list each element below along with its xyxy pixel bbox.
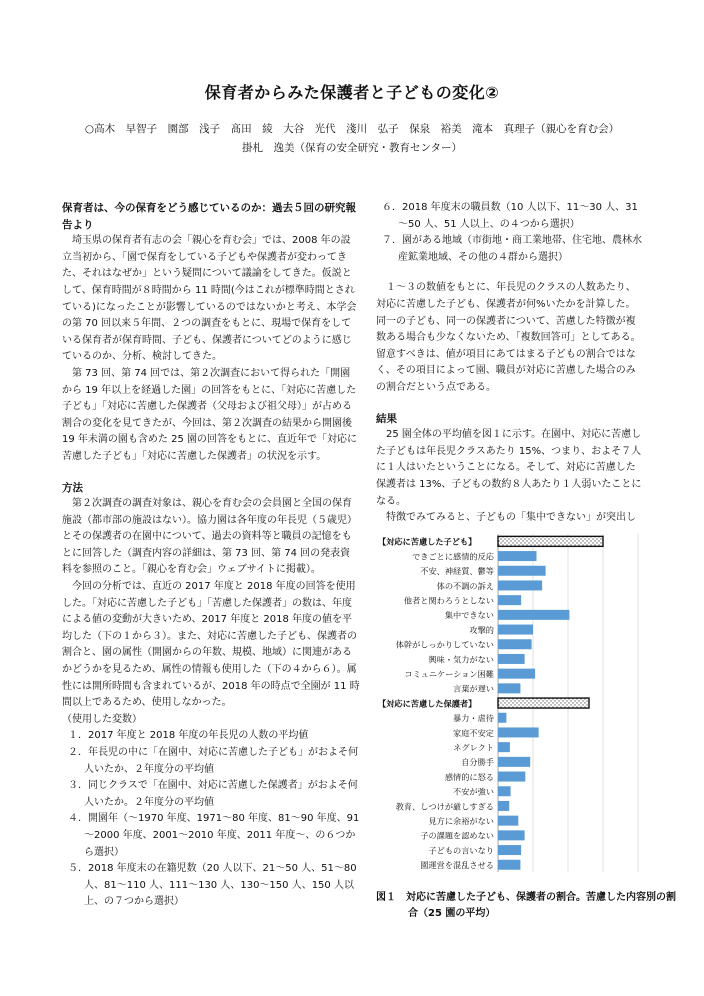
category-label: 攻撃的 [469,624,494,635]
paragraph: １～３の数値をもとに、年長児のクラスの人数あたり、対応に苦慮した子ども、保護者が何%いたかを計算した。同一の子ども、同一の保護者について、苦慮した特徴が複数ある場合も少なくないため、「複数回答可」としてある。留意すべきは、値が項目にあてはまる子どもの割合ではなく、その項目によって園、職員が対応に苦慮した場合のみの割合だという点である。 [376,282,641,393]
paragraph: 埼玉県の保育者有志の会「親心を育む会」では、2008 年の設立当初から、「園で保育をしている子どもや保護者が変わってきた、それはなぜか」という疑問について議論をしてきた。仮説として、保育時間が８時間から 11 時間(今はこれが標準時間とされている)になったことが影響しているのではないかと考え、本学会の第 70 回以来５年間、２つの調査をもとに、現場で保育をしている保育者が保育時間、子ども、保護者についてどのように感じているのか、分析、検討してきた。 [62,235,357,363]
category-label: 言葉が遅い [453,683,494,694]
paragraph: 25 園全体の平均値を図１に示す。在園中、対応に苦慮した子どもは年長児クラスあたり 15%、つまり、およそ７人に１人はいたということになる。そして、対応に苦慮した保護者は 13%、子どもの数約８人あたり１人弱いたことになる。 [376,429,642,507]
chart-category-labels [378,537,495,870]
variable-item: ６．2018 年度末の職員数（10 人以下、11～30 人、31～50 人、51 人以上、の４つから選択） [382,202,638,230]
bar [498,786,511,796]
bar [498,580,542,590]
authors-line-2: 掛札 逸美（保育の安全研究・教育センター） [241,142,463,154]
paragraph: 第２次調査の調査対象は、親心を育む会の会員園と全国の保育施設（都市部の施設はない）。協力園は各年度の年長児（５歳児）とその保護者の在園中について、過去の資料等と職員の記憶をもとに回答した（調査内容の詳細は、第 73 回、第 74 回の発表資料を参照のこと。「親心を育む会」ウェブサイトに掲載）。 [62,498,357,576]
chart-bars [498,536,603,869]
variable-item: ３．同じクラスで「在園中、対応に苦慮した保護者」がおよそ何人いたか。２年度分の平均値 [68,780,358,808]
bar [498,610,569,620]
category-label: ネグレクト [453,742,494,753]
bar [498,595,521,605]
summary-bar [498,698,589,708]
bar [498,772,525,782]
variables-label: （使用した変数） [62,713,142,725]
variable-item: ２．年長児の中に「在園中、対応に苦慮した子ども」がおよそ何人いたか、２年度分の平均値 [68,747,358,775]
paragraph: 第 73 回、第 74 回では、第２次調査において得られた「開園から 19 年以上を経過した園」の回答をもとに、「対応に苦慮した子ども」「対応に苦慮した保護者（父母および祖父母）」が占める割合の変化を見てきたが、今回は、第２次調査の結果から開園後 19 年未満の園も含めた 25 園の回答をもとに、直近年で「対応に苦慮した子ども」「対応に苦慮した保護者」の状況を示す。 [62,367,357,462]
summary-bar [498,536,603,546]
category-label: 園運営を混乱させる [420,860,494,871]
bar [498,669,535,679]
bar [498,683,520,693]
bar [498,801,509,811]
section-heading-method: 方法 [62,481,83,494]
bar [498,625,533,635]
bar [498,566,546,576]
authors-line-1: ○高木 早智子 園部 浅子 髙田 綾 大谷 光代 淺川 弘子 保泉 裕美 滝本 真理子（親心を育む会） [84,123,620,135]
variable-item: ７．園がある地域（市街地・商工業地帯、住宅地、農林水産鉱業地域、その他の４群から選択） [382,235,642,263]
category-label: 体の不調の訴え [436,580,494,591]
bar [498,727,539,737]
category-label: 興味・気力がない [428,654,494,665]
category-label: 【対応に苦慮した子ども】 [378,536,477,547]
category-label: 教育、しつけが厳しすぎる [395,801,494,812]
bar [498,816,518,826]
category-label: 体幹がしっかりしていない [395,639,494,650]
section-heading-results: 結果 [376,412,397,425]
category-label: コミュニケーション困難 [404,668,494,679]
paragraph: 特徴でみてみると、子どもの「集中できない」が突出し [386,512,636,524]
category-label: 【対応に苦慮した保護者】 [378,698,477,709]
variable-item: ５．2018 年度末の在籍児数（20 人以下、21～50 人、51～80 人、81～110 人、111～130 人、130～150 人、150 人以上、の７つから選択） [68,863,357,908]
left-column [62,200,360,911]
author-list [0,120,704,158]
category-label: 暴力・虐待 [453,713,494,724]
bar [498,860,520,870]
bar [498,654,525,664]
bar [498,713,506,723]
category-label: 不安が強い [453,786,494,797]
bar [498,551,537,561]
category-label: 不安、神経質、鬱等 [420,566,494,577]
category-label: できごとに感情的反応 [412,551,494,562]
category-label: 家庭不安定 [453,727,494,738]
category-label: 感情的に怒る [444,771,494,782]
right-column [376,200,644,527]
figure-1-bar-chart [376,530,656,882]
figure-caption: 図１ 対応に苦慮した子ども、保護者の割合。苦慮した内容別の割合（25 園の平均） [376,892,676,919]
category-label: 見方に余裕がない [428,815,494,826]
category-label: 自分勝手 [461,757,494,768]
bar [498,845,521,855]
variable-item: ４．開園年（～1970 年度、1971～80 年度、81～90 年度、91～2000 年度、2001～2010 年度、2011 年度～、の６つから選択） [68,813,360,858]
bar [498,757,530,767]
section-heading-background: 保育者は、今の保育をどう感じているのか：過去５回の研究報告より [62,202,356,231]
bar [498,830,525,840]
bar [498,742,510,752]
bar [498,639,532,649]
category-label: 子の課題を認めない [420,830,494,841]
category-label: 子どもの言いなり [428,845,494,856]
category-label: 集中できない [444,610,494,621]
paragraph: 今回の分析では、直近の 2017 年度と 2018 年度の回答を使用した。「対応に苦慮した子ども」「苦慮した保護者」の数は、年度による値の変動が大きいため、2017 年度と 2018 年度の値を平均した（下の１から３）。また、対応に苦慮した子ども、保護者の割合と、園の属性（開園からの年数、規模、地域）に関連があるかどうかを見るため、属性の情報も使用した（下の４から６）。属性には開所時間も含まれているが、2018 年の時点で全園が 11 時間以上であるため、使用しなかった。 [62,581,360,709]
category-label: 他者と関わろうとしない [403,595,494,606]
paper-title: 保育者からみた保護者と子どもの変化② [204,83,500,102]
variable-item: １．2017 年度と 2018 年度の年長児の人数の平均値 [68,730,309,742]
